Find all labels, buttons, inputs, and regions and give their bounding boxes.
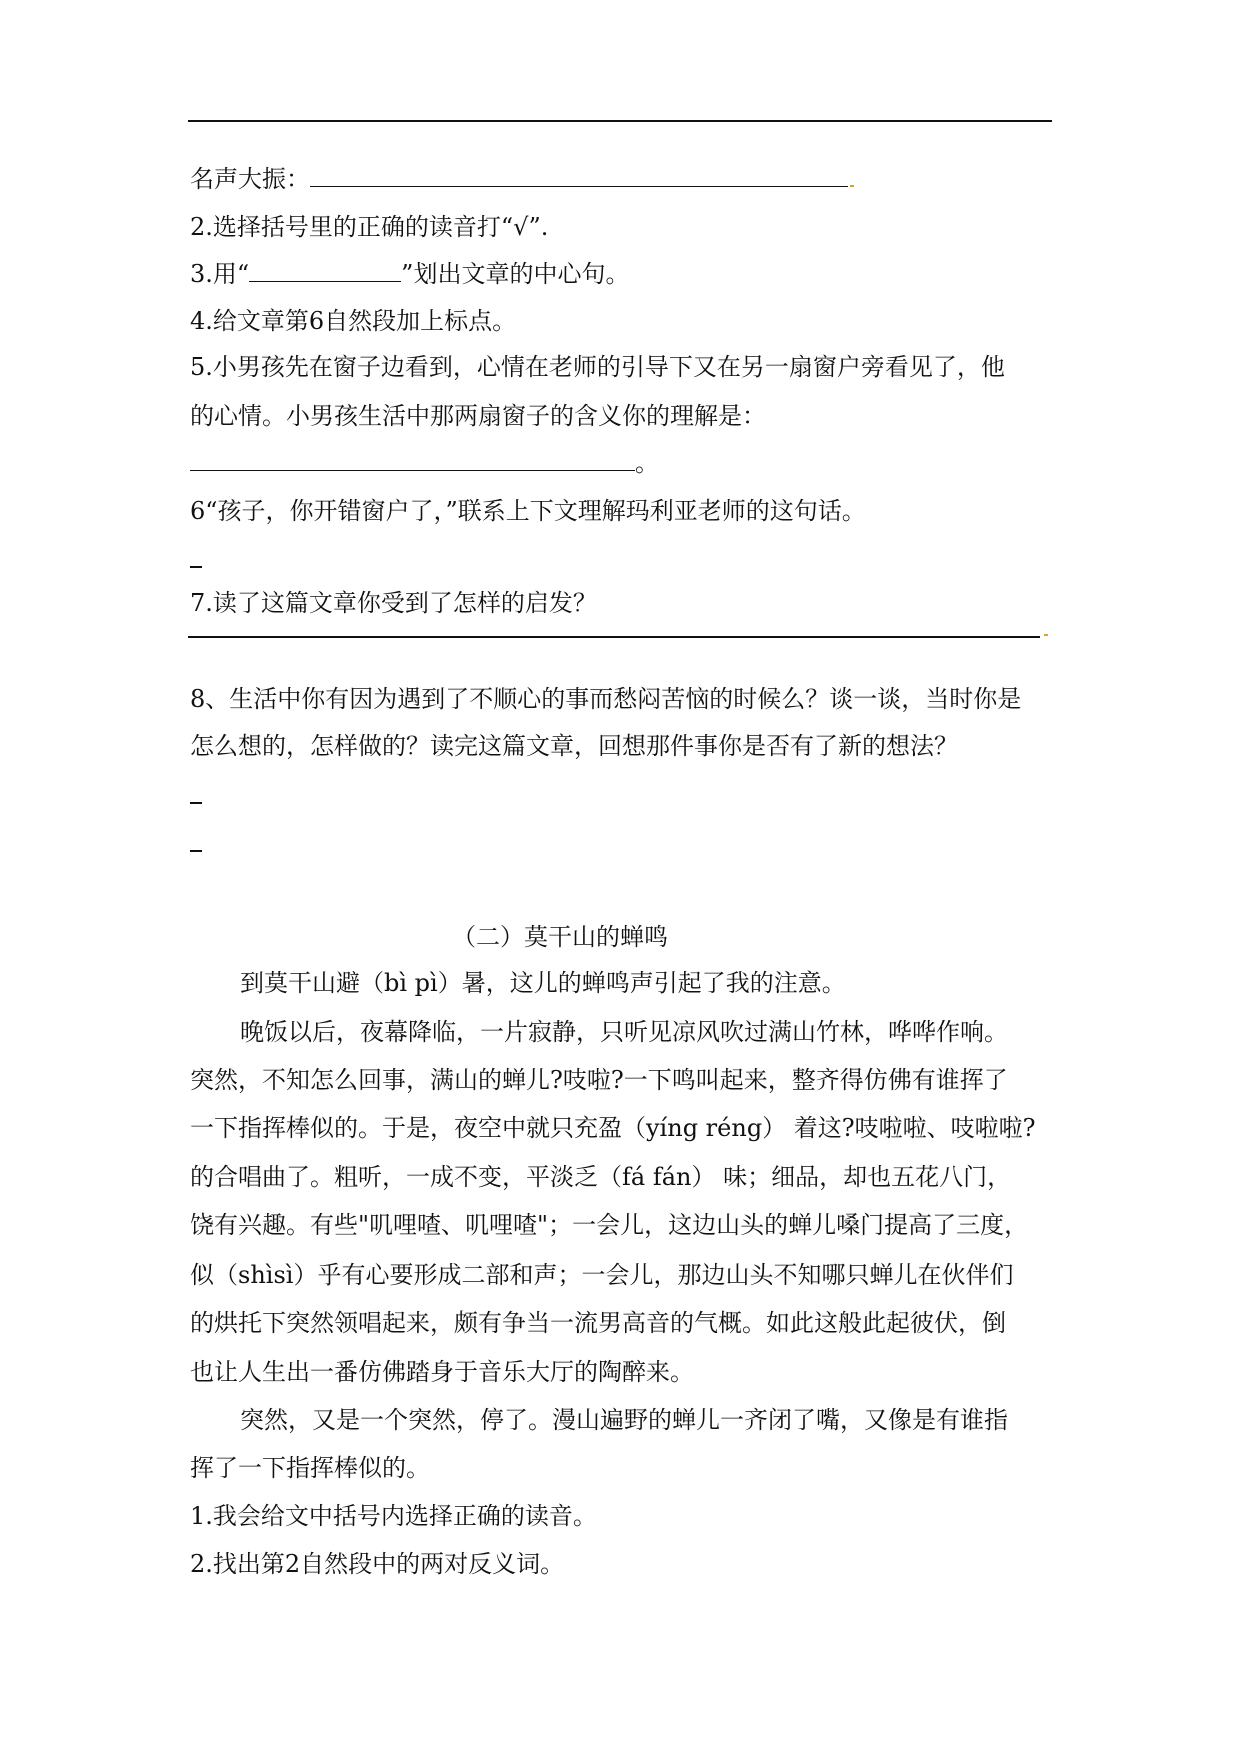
paragraph-2-line: 似（shìsì）乎有心要形成二部和声；一会儿，那边山头不知哪只蝉儿在伙伴们 (190, 1261, 1014, 1289)
question-6: 6“孩子，你开错窗户了，”联系上下文理解玛利亚老师的这句话。 (190, 497, 866, 525)
paragraph-2-line: 晚饭以后，夜幕降临，一片寂静，只听见凉风吹过满山竹林，哗哗作响。 (240, 1018, 1008, 1046)
answer-dash (190, 802, 202, 804)
answer-blank[interactable] (310, 186, 848, 187)
paragraph-2-line: 突然，不知怎么回事，满山的蝉儿?吱啦?一下鸣叫起来，整齐得仿佛有谁挥了 (190, 1066, 1008, 1094)
answer-blank[interactable] (190, 470, 635, 471)
question-2: 2.选择括号里的正确的读音打“√”. (190, 213, 549, 241)
paragraph-2-line: 饶有兴趣。有些"叽哩喳、叽哩喳"；一会儿，这边山头的蝉儿嗓门提高了三度， (190, 1211, 1029, 1239)
question-3 (190, 257, 629, 291)
paragraph-2-line: 也让人生出一番仿佛踏身于音乐大厅的陶醉来。 (190, 1358, 694, 1386)
question-5-answer (190, 446, 659, 480)
question-8-line-2: 怎么想的，怎样做的？读完这篇文章，回想那件事你是否有了新的想法？ (190, 732, 958, 760)
underline-sample (249, 281, 401, 282)
question-3-prefix: 3.用“ (190, 260, 250, 288)
question-label: 名声大振： (190, 165, 310, 193)
section-2-title: （二）莫干山的蝉鸣 (452, 923, 668, 951)
paragraph-2-line: 的合唱曲了。粗听，一成不变，平淡乏（fá fán） 味；细品，却也五花八门， (190, 1163, 1012, 1191)
question-7: 7.读了这篇文章你受到了怎样的启发？ (190, 589, 597, 617)
mark-dot (1044, 634, 1048, 636)
question-8-line-1: 8、生活中你有因为遇到了不顺心的事而愁闷苦恼的时候么？谈一谈，当时你是 (190, 685, 1022, 713)
answer-line-q7[interactable] (188, 636, 1040, 638)
paragraph-2-line: 一下指挥棒似的。于是，夜空中就只充盈（yíng réng） 着这?吱啦啦、吱啦啦? (190, 1114, 1036, 1142)
answer-line-top (188, 120, 1052, 122)
section-2-question-1: 1.我会给文中括号内选择正确的读音。 (190, 1502, 597, 1530)
mark-dot (850, 185, 854, 187)
paragraph-2-line: 的烘托下突然领唱起来，颇有争当一流男高音的气概。如此这般此起彼伏，倒 (190, 1309, 1006, 1337)
answer-end-mark: 。 (635, 449, 659, 477)
paragraph-1: 到莫干山避（bì pì）暑，这儿的蝉鸣声引起了我的注意。 (240, 969, 846, 997)
question-3-suffix: ”划出文章的中心句。 (401, 260, 630, 288)
paragraph-3-line: 挥了一下指挥棒似的。 (190, 1454, 430, 1482)
answer-dash (190, 850, 202, 852)
answer-dash (190, 566, 202, 568)
question-5-line-1: 5.小男孩先在窗子边看到，心情在老师的引导下又在另一扇窗户旁看见了，他 (190, 353, 1005, 381)
question-4: 4.给文章第6自然段加上标点。 (190, 307, 517, 335)
section-2-question-2: 2.找出第2自然段中的两对反义词。 (190, 1550, 565, 1578)
question-5-line-2: 的心情。小男孩生活中那两扇窗子的含义你的理解是： (190, 402, 766, 430)
question-ming-sheng-da-zhen (190, 162, 854, 196)
paragraph-3-line: 突然，又是一个突然，停了。漫山遍野的蝉儿一齐闭了嘴，又像是有谁指 (240, 1406, 1008, 1434)
